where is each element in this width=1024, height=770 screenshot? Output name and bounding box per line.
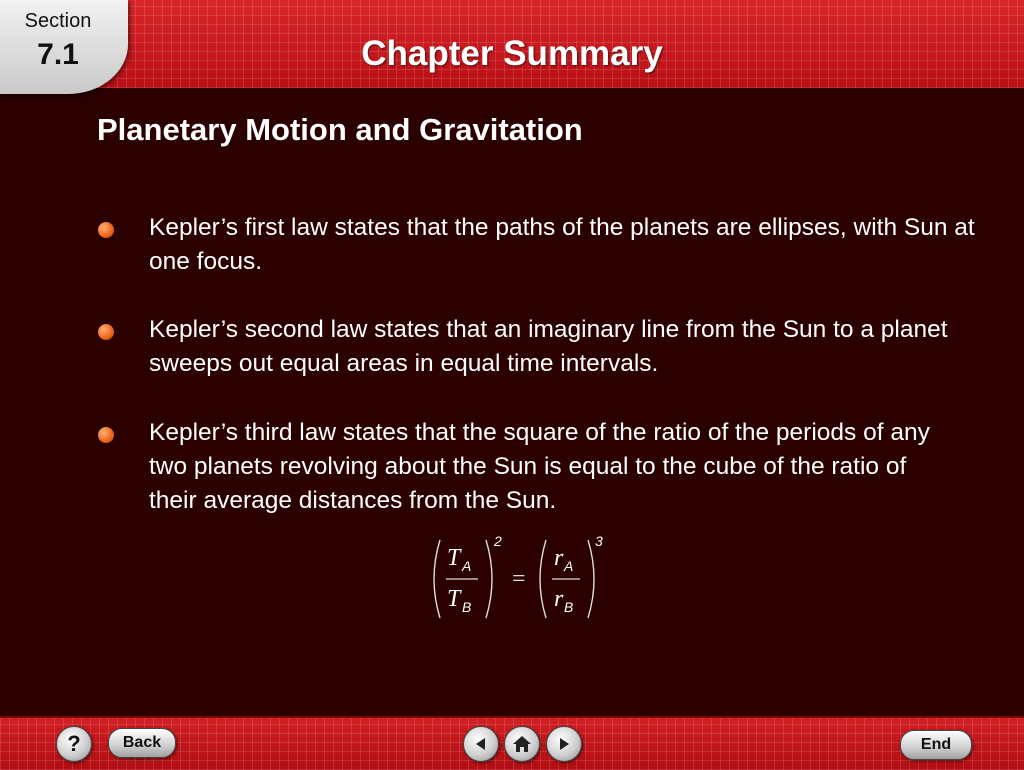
bullet-text: Kepler’s third law states that the square of the ratio of the periods of any two planets revolving about the Sun is equal to the cube of the ratio of their average distances from the Sun.: [149, 419, 930, 514]
section-number: 7.1: [37, 38, 79, 71]
back-button[interactable]: Back: [108, 728, 176, 758]
slide-content: [0, 88, 1024, 716]
bullet-icon: [98, 427, 114, 443]
left-numerator-sub: A: [462, 558, 472, 574]
bullet-icon: [98, 324, 114, 340]
previous-button[interactable]: [463, 726, 499, 762]
right-arrow-icon: [556, 736, 572, 752]
section-tab: [0, 0, 128, 94]
right-paren-close-icon: [588, 540, 594, 618]
left-numerator: T: [447, 545, 461, 571]
right-numerator: r: [554, 545, 564, 571]
help-button[interactable]: ?: [56, 726, 92, 762]
left-exponent: 2: [494, 534, 502, 549]
right-numerator-sub: A: [564, 558, 574, 574]
right-paren-open-icon: [540, 540, 546, 618]
left-denominator-sub: B: [462, 599, 472, 615]
left-arrow-icon: [473, 736, 489, 752]
left-paren-close-icon: [486, 540, 492, 618]
left-denominator: T: [447, 586, 461, 612]
right-denominator: r: [554, 586, 564, 612]
home-icon: [512, 735, 532, 753]
bullet-text: Kepler’s first law states that the paths of the planets are ellipses, with Sun at one focus.: [149, 214, 975, 275]
bullet-text: Kepler’s second law states that an imaginary line from the Sun to a planet sweeps out equal areas in equal time intervals.: [149, 316, 948, 377]
equals-sign: =: [512, 566, 526, 592]
section-label: Section: [24, 10, 92, 32]
next-button[interactable]: [546, 726, 582, 762]
right-denominator-sub: B: [564, 599, 574, 615]
page-title: Chapter Summary: [361, 34, 663, 73]
left-paren-open-icon: [434, 540, 440, 618]
bullet-icon: [98, 222, 114, 238]
section-heading: Planetary Motion and Gravitation: [97, 112, 583, 147]
kepler-third-law-formula: [426, 534, 616, 624]
right-exponent: 3: [595, 534, 603, 549]
end-button[interactable]: End: [900, 730, 972, 760]
footer-bar: [0, 716, 1024, 770]
home-button[interactable]: [504, 726, 540, 762]
